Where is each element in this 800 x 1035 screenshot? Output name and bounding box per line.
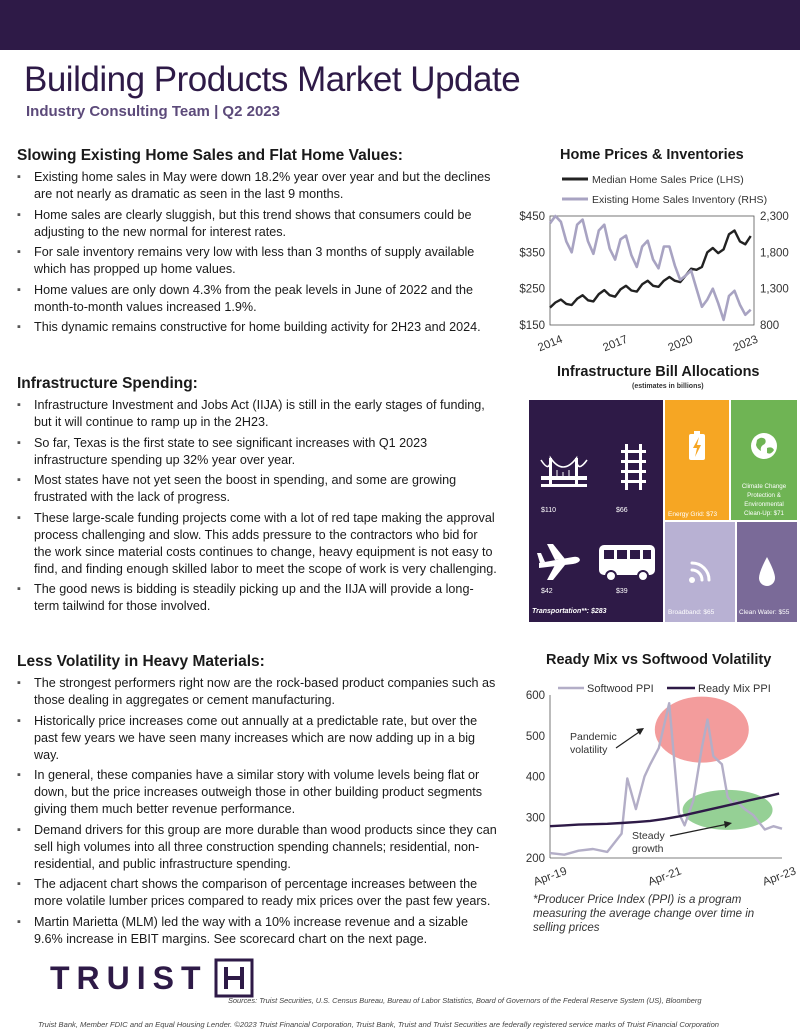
x-tick-label: 2017 [601, 333, 630, 355]
bridge-value: $110 [541, 507, 557, 514]
y-tick-label: 300 [525, 812, 545, 825]
y-tick-label: 200 [525, 853, 545, 865]
legend-label-inventory: Existing Home Sales Inventory (RHS) [592, 194, 768, 206]
y-tick-label: 400 [525, 771, 545, 784]
chart-subtitle-infrastructure: (estimates in billions) [632, 383, 704, 390]
sources-note: Sources: Truist Securities, U.S. Census Bureau, Bureau of Labor Statistics, Board of Governors of the Federal Reserve System (US), Bloomberg [228, 996, 702, 1005]
legend-label-median-price: Median Home Sales Price (LHS) [592, 174, 744, 186]
broadband-label: Broadband: $65 [668, 609, 715, 616]
page-subtitle: Industry Consulting Team | Q2 2023 [26, 103, 280, 120]
bus-value: $39 [616, 588, 628, 595]
bullet-item: ▪ Existing home sales in May were down 18.2% year over year and but the declines are not nearly as dramatic as seen in the last 9 months. [17, 169, 497, 203]
chart-title-infrastructure: Infrastructure Bill Allocations [557, 364, 760, 380]
y-tick-label: 500 [525, 730, 545, 743]
x-tick-label: Apr-23 [761, 865, 798, 889]
bullet-item: ▪ Home sales are clearly sluggish, but this trend shows that consumers could be adjusting to the new normal for interest rates. [17, 207, 497, 241]
home-plot-layer [519, 211, 788, 354]
x-tick-label: Apr-21 [646, 865, 684, 889]
ppi-footnote: *Producer Price Index (PPI) is a program measuring the average change over time in selling prices [533, 894, 755, 934]
bullet-item: ▪ Infrastructure Investment and Jobs Act (IIJA) is still in the early stages of funding, but it will continue to ramp up in the 2H23. [17, 397, 497, 431]
volatility-chart [510, 678, 800, 894]
bullet-item: ▪ So far, Texas is the first state to see significant increases with Q1 2023 infrastructure spending up 32% year over year. [17, 435, 497, 469]
legend-label-softwood: Softwood PPI [587, 683, 654, 695]
bullet-item: ▪ Most states have not yet seen the boost in spending, and some are growing frustrated with the lack of progress. [17, 472, 497, 506]
bullet-item: ▪ The adjacent chart shows the comparison of percentage increases between the more volatile lumber prices compared to ready mix prices over the past few years. [17, 876, 497, 910]
series-line [550, 231, 751, 308]
globe-icon [751, 433, 777, 459]
transportation-label: Transportation**: $283 [532, 608, 607, 615]
annotation-pandemic-line1: Pandemic [570, 731, 617, 743]
bullet-item: ▪ The strongest performers right now are the rock-based product companies such as those dealing in aggregates or cement manufacturing. [17, 675, 497, 709]
bullet-item: ▪ These large-scale funding projects come with a lot of red tape making the approval process challenging and slow. This adds pressure to the contractors who bid for the work since material costs continues to change, heavy equipment is not easy to find, and finding enough skilled labor to meet the scope of work is very challenging. [17, 510, 497, 578]
bullet-item: ▪ The good news is bidding is steadily picking up and the IIJA will provide a long-term tailwind for those involved. [17, 581, 497, 615]
bullet-item: ▪ For sale inventory remains very low with less than 3 months of supply available which has propped up home values. [17, 244, 497, 278]
section-heading-infrastructure: Infrastructure Spending: [17, 375, 198, 392]
annotation-steady-line2: growth [632, 843, 664, 855]
legal-disclaimer: Truist Bank, Member FDIC and an Equal Housing Lender. ©2023 Truist Financial Corporation, Truist Bank, Truist and Truist Securities are federally registered service marks of Truist Financial Corporation [38, 1020, 720, 1029]
series-line [550, 216, 751, 320]
annotation-pandemic-line2: volatility [570, 744, 608, 756]
section-heading-home-sales: Slowing Existing Home Sales and Flat Home Values: [17, 147, 403, 164]
page-title: Building Products Market Update [24, 60, 521, 99]
y-tick-label: 600 [525, 690, 545, 702]
home-sales-bullets [17, 169, 497, 340]
energy-grid-label: Energy Grid: $73 [668, 511, 718, 518]
y-right-tick-label: 2,300 [760, 211, 789, 223]
truist-logo [50, 958, 254, 998]
clean-water-label: Clean Water: $55 [739, 609, 790, 616]
header-bar [0, 0, 800, 50]
y-left-tick-label: $150 [519, 320, 545, 332]
y-left-tick-label: $450 [519, 211, 545, 223]
chart-title-volatility: Ready Mix vs Softwood Volatility [546, 652, 772, 668]
volatility-plot-layer [526, 690, 798, 888]
climate-label-line: Environmental [744, 501, 784, 508]
bullet-item: ▪ Home values are only down 4.3% from the peak levels in June of 2022 and the month-to-month values increased 1.9%. [17, 282, 497, 316]
bullet-item: ▪ Demand drivers for this group are more durable than wood products since they can sell high volumes into all three construction spending channels; residential, non-residential, and public infrastructure spending. [17, 822, 497, 873]
annotation-steady-line1: Steady [632, 830, 665, 842]
bullet-item: ▪ In general, these companies have a similar story with volume levels being flat or down, but the price increases outweigh those in other building product segments giving them much better revenue performance. [17, 767, 497, 818]
climate-label-line: Climate Change [741, 483, 787, 490]
climate-label-line: Protection & [747, 492, 781, 499]
heavy-materials-bullets [17, 675, 497, 952]
rail-value: $66 [616, 507, 628, 514]
climate-label-line: Clean-Up: $71 [744, 510, 784, 517]
logo-text: TRUIST [50, 959, 208, 996]
section-heading-heavy-materials: Less Volatility in Heavy Materials: [17, 653, 265, 670]
y-left-tick-label: $250 [519, 283, 545, 296]
airplane-value: $42 [541, 588, 553, 595]
battery-charging-icon [689, 431, 705, 460]
home-prices-chart [510, 166, 800, 362]
infrastructure-bullets [17, 397, 497, 619]
truist-logo-mark-icon [214, 958, 254, 998]
x-tick-label: Apr-19 [532, 865, 569, 889]
legend-label-readymix: Ready Mix PPI [698, 683, 771, 695]
annotation-steady-arrow [670, 824, 728, 836]
bullet-item: ▪ Martin Marietta (MLM) led the way with a 10% increase revenue and a sizable 9.6% increase in EBIT margins. See scorecard chart on the next page. [17, 914, 497, 948]
x-tick-label: 2014 [536, 333, 565, 355]
y-right-tick-label: 1,300 [760, 283, 789, 296]
bullet-item: ▪ This dynamic remains constructive for home building activity for 2H23 and 2024. [17, 319, 497, 336]
plot-frame [550, 216, 754, 325]
x-tick-label: 2020 [666, 333, 695, 355]
infrastructure-treemap [529, 400, 797, 622]
y-left-tick-label: $350 [519, 247, 545, 260]
bullet-item: ▪ Historically price increases come out annually at a predictable rate, but over the past few years we have seen many increases which are now adding up in a big way. [17, 713, 497, 764]
y-right-tick-label: 800 [760, 320, 780, 332]
y-right-tick-label: 1,800 [760, 247, 789, 260]
x-tick-label: 2023 [731, 333, 760, 355]
annotation-pandemic-arrow [616, 730, 642, 748]
chart-title-home-prices: Home Prices & Inventories [560, 147, 744, 163]
